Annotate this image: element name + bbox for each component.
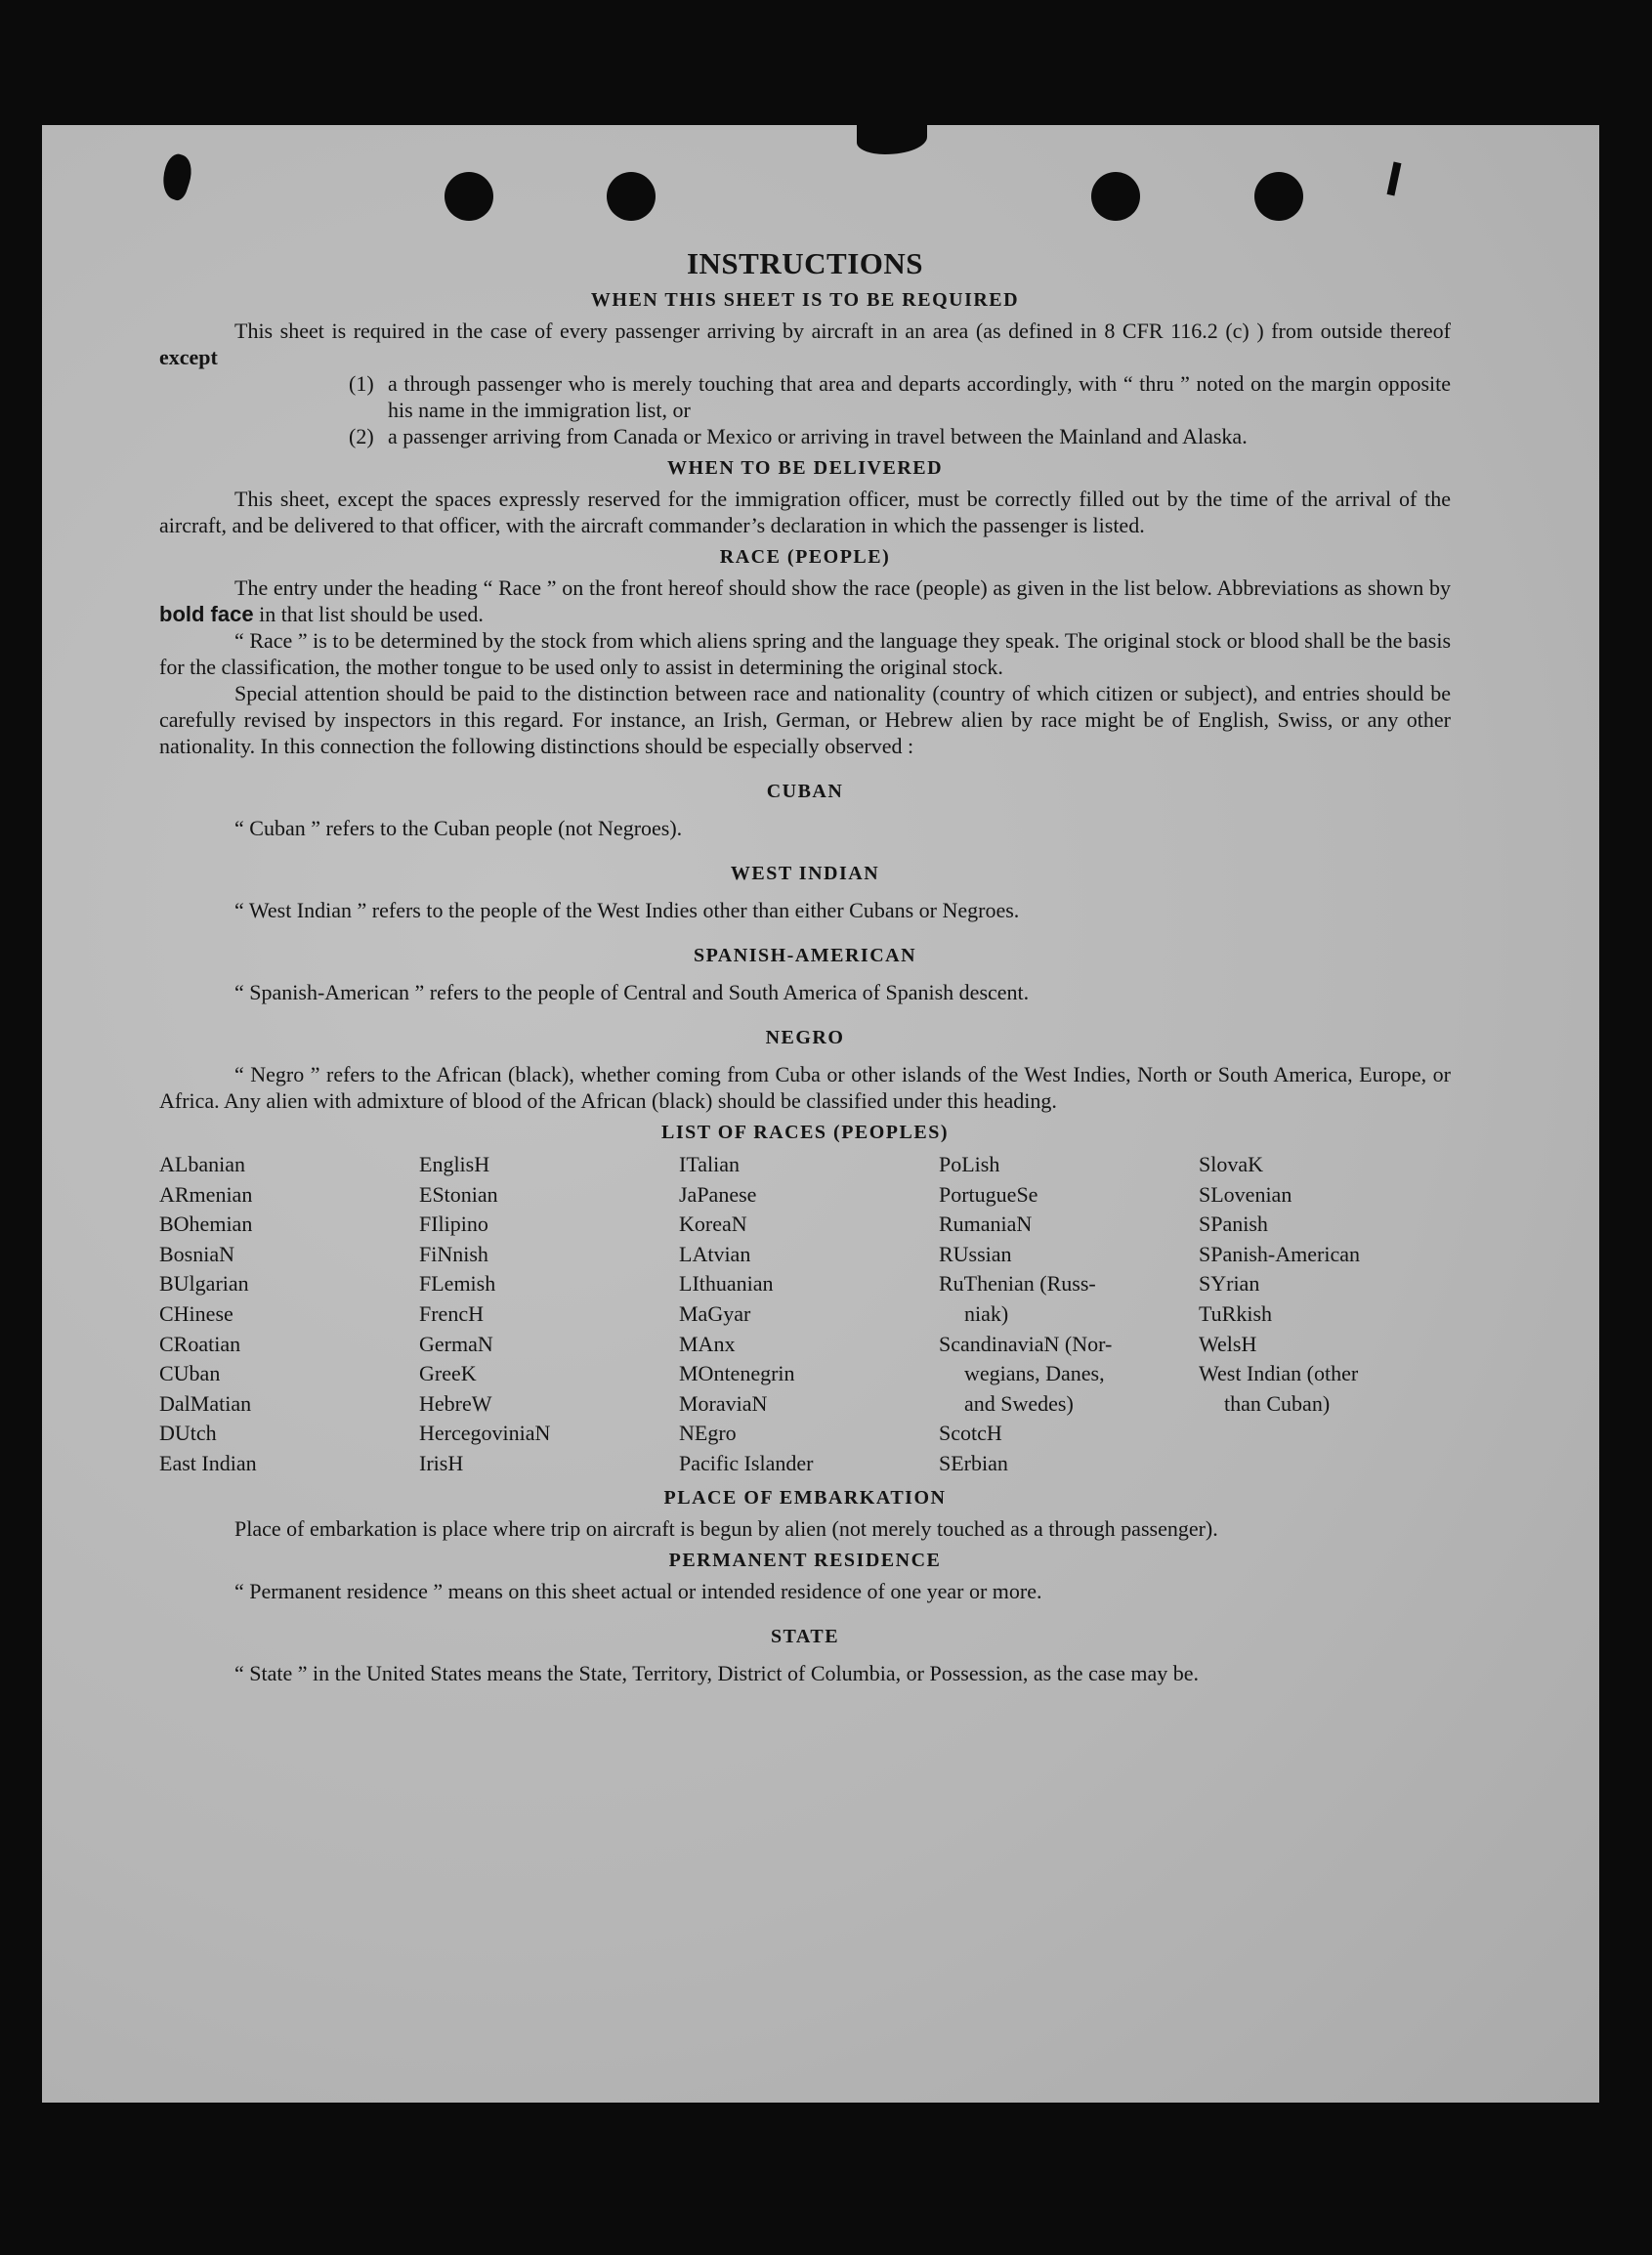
races-column-3 bbox=[679, 1150, 939, 1479]
instructions-content bbox=[159, 246, 1451, 1686]
race-entry: FrencH bbox=[419, 1300, 484, 1326]
torn-edge bbox=[157, 151, 197, 202]
race-entry-continued: than Cuban) bbox=[1224, 1390, 1331, 1416]
race-entry: MaGyar bbox=[679, 1300, 751, 1326]
race-entry: GermaN bbox=[419, 1331, 493, 1356]
race-entry: PortugueSe bbox=[939, 1181, 1038, 1207]
race-entry-continued: and Swedes) bbox=[964, 1390, 1074, 1416]
races-column-2 bbox=[419, 1150, 679, 1479]
section-heading-state: STATE bbox=[770, 1625, 840, 1647]
race-entry: TuRkish bbox=[1199, 1300, 1273, 1326]
race-entry: HebreW bbox=[419, 1390, 492, 1416]
torn-edge bbox=[1387, 162, 1402, 196]
race-paragraph-1: The entry under the heading “ Race ” on the front hereof should show the race (people) as given in the list below. Abbreviations as shown by bold face in that list should be used. bbox=[159, 575, 1451, 626]
section-heading-race: RACE (PEOPLE) bbox=[719, 546, 891, 568]
race-entry: BOhemian bbox=[159, 1212, 253, 1237]
race-paragraph-2: “ Race ” is to be determined by the stock from which aliens spring and the language they speak. The original stock or blood shall be the basis for the classification, the mother tongue to be used only to assist in determining the original stock. bbox=[159, 628, 1451, 679]
item-number: (2) bbox=[349, 424, 374, 448]
spanish-american-paragraph: “ Spanish-American ” refers to the people of Central and South America of Spanish descent. bbox=[234, 980, 1030, 1004]
exception-item bbox=[349, 370, 1451, 423]
race-entry: HercegoviniaN bbox=[419, 1421, 551, 1446]
races-column-4 bbox=[939, 1150, 1199, 1479]
race-entry: SLovenian bbox=[1199, 1181, 1292, 1207]
race-entry: MAnx bbox=[679, 1331, 736, 1356]
race-entry: RumaniaN bbox=[939, 1212, 1033, 1237]
race-entry: DUtch bbox=[159, 1421, 217, 1446]
race-entry-continued: niak) bbox=[964, 1300, 1009, 1326]
cuban-paragraph: “ Cuban ” refers to the Cuban people (not Negroes). bbox=[234, 816, 683, 840]
race-entry: West Indian (other bbox=[1199, 1361, 1359, 1386]
state-paragraph: “ State ” in the United States means the State, Territory, District of Columbia, or Possession, as the case may be. bbox=[234, 1660, 1200, 1685]
race-entry: GreeK bbox=[419, 1361, 477, 1386]
race-entry-continued: wegians, Danes, bbox=[964, 1361, 1105, 1386]
section-heading-residence: PERMANENT RESIDENCE bbox=[668, 1549, 942, 1571]
west-indian-paragraph: “ West Indian ” refers to the people of the West Indies other than either Cubans or Negroes. bbox=[234, 898, 1020, 922]
race-entry: RuThenian (Russ- bbox=[939, 1271, 1096, 1297]
race-entry: BosniaN bbox=[159, 1241, 234, 1266]
section-heading-west-indian: WEST INDIAN bbox=[730, 863, 880, 884]
item-text: a passenger arriving from Canada or Mexico or arriving in travel between the Mainland and Alaska. bbox=[388, 424, 1248, 448]
section-heading-spanish-american: SPANISH-AMERICAN bbox=[693, 945, 917, 966]
race-entry: CUban bbox=[159, 1361, 221, 1386]
race-entry: DalMatian bbox=[159, 1390, 252, 1416]
race-entry: ITalian bbox=[679, 1152, 740, 1176]
torn-edge bbox=[857, 125, 927, 154]
race-entry: CRoatian bbox=[159, 1331, 241, 1356]
race-entry: ScotcH bbox=[939, 1421, 1002, 1446]
embarkation-paragraph: Place of embarkation is place where trip on aircraft is begun by alien (not merely touched as a through passenger). bbox=[234, 1515, 1218, 1541]
race-entry: MOntenegrin bbox=[679, 1361, 795, 1386]
race-entry: Pacific Islander bbox=[679, 1450, 814, 1475]
page-title: INSTRUCTIONS bbox=[686, 246, 923, 280]
race-entry: SErbian bbox=[939, 1450, 1008, 1475]
section-heading-cuban: CUBAN bbox=[766, 781, 844, 802]
race-entry: MoraviaN bbox=[679, 1390, 768, 1416]
residence-paragraph: “ Permanent residence ” means on this sheet actual or intended residence of one year or more. bbox=[234, 1578, 1042, 1603]
race-entry: BUlgarian bbox=[159, 1271, 249, 1297]
race-entry: FIlipino bbox=[419, 1212, 488, 1237]
punch-hole bbox=[1091, 172, 1140, 221]
race-entry: KoreaN bbox=[679, 1212, 747, 1237]
race-entry: East Indian bbox=[159, 1450, 257, 1475]
race-entry: EnglisH bbox=[419, 1152, 490, 1176]
races-column-5 bbox=[1199, 1150, 1433, 1479]
delivered-paragraph: This sheet, except the spaces expressly reserved for the immigration officer, must be correctly filled out by the time of the arrival of the aircraft, and be delivered to that officer, with the aircraft commander’s declaration in which the passenger is listed. bbox=[159, 487, 1451, 537]
required-paragraph: This sheet is required in the case of every passenger arriving by aircraft in an area (as defined in 8 CFR 116.2 (c) ) from outside thereof except bbox=[159, 319, 1451, 369]
race-entry: ARmenian bbox=[159, 1181, 253, 1207]
section-heading-races-list: LIST OF RACES (PEOPLES) bbox=[660, 1122, 949, 1143]
race-entry: CHinese bbox=[159, 1300, 233, 1326]
race-entry: FLemish bbox=[419, 1271, 496, 1297]
race-entry: SPanish-American bbox=[1199, 1241, 1360, 1266]
section-heading-required: WHEN THIS SHEET IS TO BE REQUIRED bbox=[590, 289, 1020, 311]
race-entry: LAtvian bbox=[679, 1241, 751, 1266]
item-text: a through passenger who is merely touching that area and departs accordingly, with “ thru ” noted on the margin opposite his name in the immigration list, or bbox=[388, 371, 1451, 422]
race-entry: ScandinaviaN (Nor- bbox=[939, 1331, 1113, 1356]
item-number: (1) bbox=[349, 371, 374, 396]
race-entry: LIthuanian bbox=[679, 1271, 774, 1297]
race-entry: WelsH bbox=[1199, 1331, 1257, 1356]
races-list bbox=[159, 1150, 1451, 1479]
race-entry: EStonian bbox=[419, 1181, 498, 1207]
section-heading-embarkation: PLACE OF EMBARKATION bbox=[663, 1486, 947, 1509]
punch-hole bbox=[607, 172, 656, 221]
exception-item bbox=[349, 423, 1451, 449]
race-entry: ALbanian bbox=[159, 1152, 245, 1176]
race-entry: NEgro bbox=[679, 1421, 737, 1446]
race-entry: PoLish bbox=[939, 1152, 1000, 1176]
race-entry: JaPanese bbox=[679, 1181, 757, 1207]
race-paragraph-3: Special attention should be paid to the distinction between race and nationality (country of which citizen or subject), and entries should be carefully revised by inspectors in this regard. For instance, an Irish, German, or Hebrew alien by race might be of English, Swiss, or any other nationality. In this connection the following distinctions should be especially observed : bbox=[159, 681, 1451, 758]
negro-paragraph: “ Negro ” refers to the African (black), whether coming from Cuba or other islands of the West Indies, North or South America, Europe, or Africa. Any alien with admixture of blood of the African (black) should be classified under this heading. bbox=[159, 1062, 1451, 1113]
race-entry: IrisH bbox=[419, 1450, 464, 1475]
race-entry: SPanish bbox=[1199, 1212, 1268, 1237]
punch-hole bbox=[445, 172, 493, 221]
race-entry: SYrian bbox=[1199, 1271, 1260, 1297]
race-entry: RUssian bbox=[939, 1241, 1012, 1266]
race-entry: SlovaK bbox=[1199, 1152, 1263, 1176]
section-heading-negro: NEGRO bbox=[765, 1027, 845, 1048]
section-heading-delivered: WHEN TO BE DELIVERED bbox=[666, 457, 944, 479]
punch-hole bbox=[1254, 172, 1303, 221]
race-entry: FiNnish bbox=[419, 1241, 488, 1266]
races-column-1 bbox=[159, 1150, 419, 1479]
